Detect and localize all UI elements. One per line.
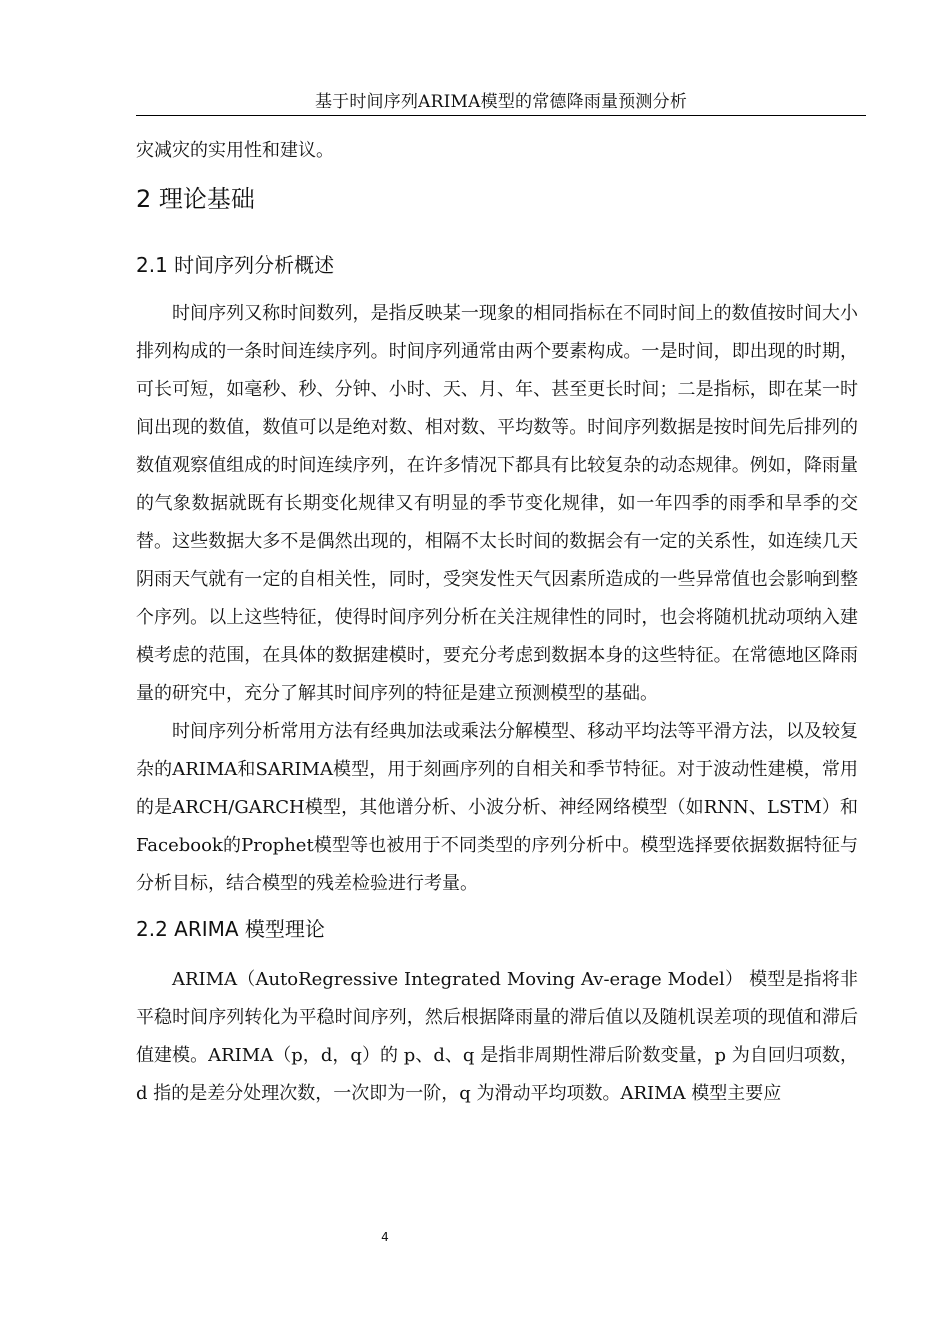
- section-2-2-heading: 2.2 ARIMA 模型理论: [136, 917, 325, 941]
- page-number: 4: [381, 1230, 389, 1244]
- section-2-1-heading: 2.1 时间序列分析概述: [136, 253, 335, 277]
- continuation-paragraph: 灾减灾的实用性和建议。: [136, 140, 334, 161]
- section-2-2-paragraph-1: ARIMA（AutoRegressive Integrated Moving Av-erage Model） 模型是指将非平稳时间序列转化为平稳时间序列，然后根据降雨量的滞后值以及随机误差项的现值和滞后值建模。ARIMA（p，d，q）的 p、d、q 是指非周期性滞后阶数变量，p 为自回归项数，d 指的是差分处理次数，一次即为一阶，q 为滑动平均项数。ARIMA 模型主要应: [136, 969, 858, 1104]
- section-2-heading: 2 理论基础: [136, 185, 255, 213]
- section-2-1-paragraph-1: 时间序列又称时间数列，是指反映某一现象的相同指标在不同时间上的数值按时间大小排列构成的一条时间连续序列。时间序列通常由两个要素构成。一是时间，即出现的时期，可长可短，如毫秒、秒、分钟、小时、天、月、年、甚至更长时间；二是指标，即在某一时间出现的数值，数值可以是绝对数、相对数、平均数等。时间序列数据是按时间先后排列的数值观察值组成的时间连续序列，在许多情况下都具有比较复杂的动态规律。例如，降雨量的气象数据就既有长期变化规律又有明显的季节变化规律，如一年四季的雨季和旱季的交替。这些数据大多不是偶然出现的，相隔不太长时间的数据会有一定的关系性，如连续几天阴雨天气就有一定的自相关性，同时，受突发性天气因素所造成的一些异常值也会影响到整个序列。以上这些特征，使得时间序列分析在关注规律性的同时，也会将随机扰动项纳入建模考虑的范围，在具体的数据建模时，要充分考虑到数据本身的这些特征。在常德地区降雨量的研究中，充分了解其时间序列的特征是建立预测模型的基础。: [136, 303, 858, 704]
- page-content: [136, 132, 858, 1113]
- section-2-1-paragraph-2: 时间序列分析常用方法有经典加法或乘法分解模型、移动平均法等平滑方法，以及较复杂的ARIMA和SARIMA模型，用于刻画序列的自相关和季节特征。对于波动性建模，常用的是ARCH/GARCH模型，其他谱分析、小波分析、神经网络模型（如RNN、LSTM）和Facebook的Prophet模型等也被用于不同类型的序列分析中。模型选择要依据数据特征与分析目标，结合模型的残差检验进行考量。: [136, 721, 858, 894]
- running-header: 基于时间序列ARIMA模型的常德降雨量预测分析: [314, 92, 688, 112]
- header-rule: [136, 115, 866, 116]
